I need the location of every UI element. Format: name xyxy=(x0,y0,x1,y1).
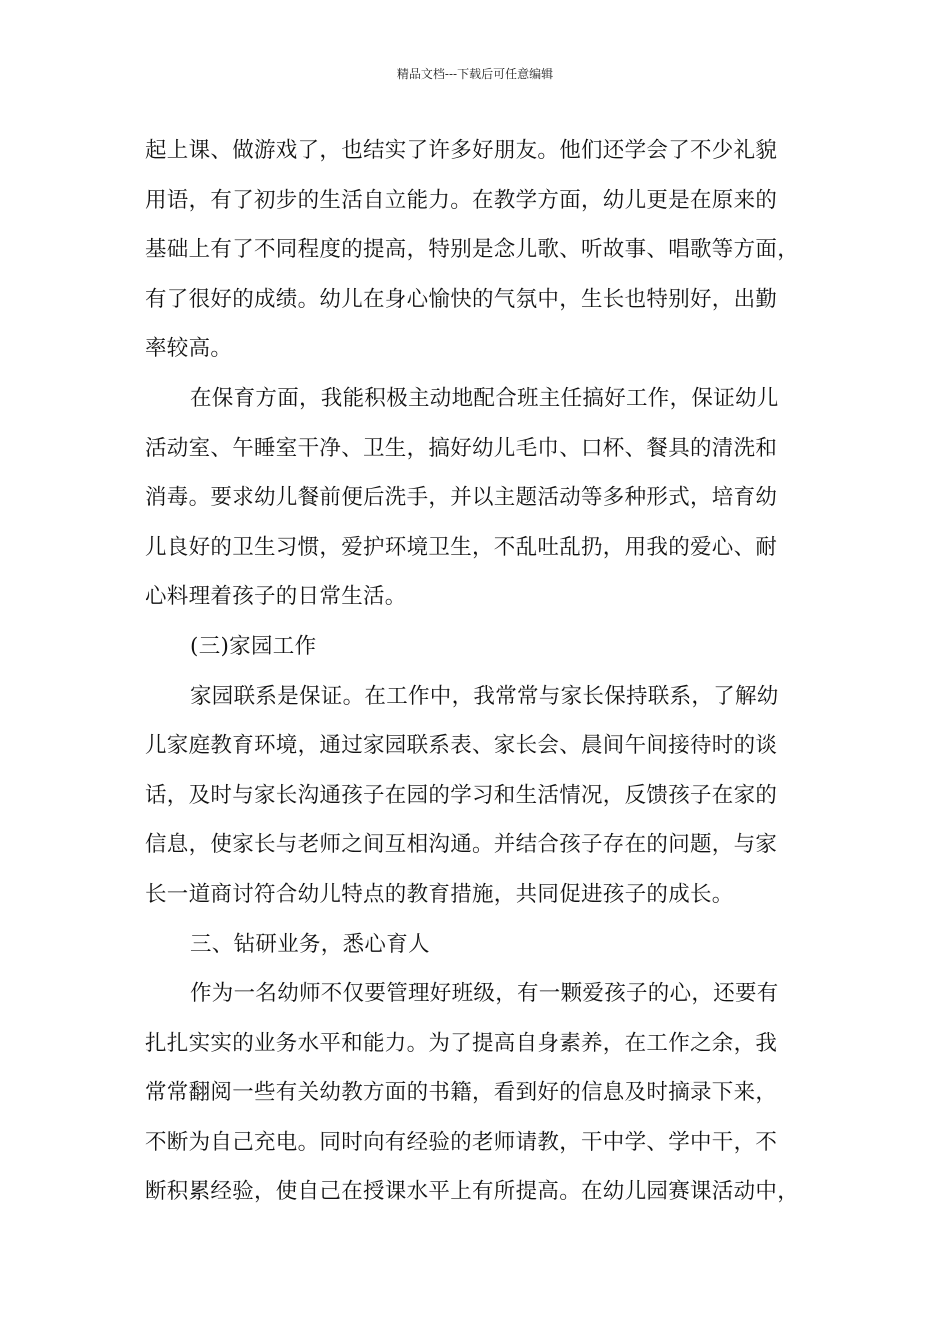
body-line-9: 儿良好的卫生习惯，爱护环境卫生，不乱吐乱扔，用我的爱心、耐 xyxy=(145,534,778,560)
section-heading-professional: 三、钻研业务，悉心育人 xyxy=(190,931,430,957)
body-line-20: 常常翻阅一些有关幼教方面的书籍，看到好的信息及时摘录下来， xyxy=(145,1080,778,1106)
body-line-2: 用语，有了初步的生活自立能力。在教学方面，幼儿更是在原来的 xyxy=(145,187,778,213)
body-line-6: 在保育方面，我能积极主动地配合班主任搞好工作，保证幼儿 xyxy=(190,385,779,411)
body-line-15: 信息，使家长与老师之间互相沟通。并结合孩子存在的问题，与家 xyxy=(145,832,778,858)
body-line-3: 基础上有了不同程度的提高，特别是念儿歌、听故事、唱歌等方面， xyxy=(145,237,800,263)
body-line-13: 儿家庭教育环境，通过家园联系表、家长会、晨间午间接待时的谈 xyxy=(145,733,778,759)
document-body xyxy=(145,131,825,1222)
body-line-4: 有了很好的成绩。幼儿在身心愉快的气氛中，生长也特别好，出勤 xyxy=(145,286,778,312)
section-heading-home-school: (三)家园工作 xyxy=(190,633,317,659)
body-line-16: 长一道商讨符合幼儿特点的教育措施，共同促进孩子的成长。 xyxy=(145,881,734,907)
body-line-8: 消毒。要求幼儿餐前便后洗手，并以主题活动等多种形式，培育幼 xyxy=(145,485,778,511)
body-line-18: 作为一名幼师不仅要管理好班级，有一颗爱孩子的心，还要有 xyxy=(190,981,779,1007)
body-line-7: 活动室、午睡室干净、卫生，搞好幼儿毛巾、口杯、餐具的清洗和 xyxy=(145,435,778,461)
body-line-10: 心料理着孩子的日常生活。 xyxy=(145,584,407,610)
body-line-22: 断积累经验，使自己在授课水平上有所提高。在幼儿园赛课活动中， xyxy=(145,1179,800,1205)
page-header: 精品文档---下载后可任意编辑 xyxy=(396,67,554,81)
body-line-5: 率较高。 xyxy=(145,336,233,362)
body-line-21: 不断为自己充电。同时向有经验的老师请教，干中学、学中干，不 xyxy=(145,1129,778,1155)
body-line-14: 话，及时与家长沟通孩子在园的学习和生活情况，反馈孩子在家的 xyxy=(145,782,778,808)
body-line-1: 起上课、做游戏了，也结实了许多好朋友。他们还学会了不少礼貌 xyxy=(145,138,778,163)
body-line-19: 扎扎实实的业务水平和能力。为了提高自身素养，在工作之余，我 xyxy=(145,1030,778,1056)
body-line-12: 家园联系是保证。在工作中，我常常与家长保持联系，了解幼 xyxy=(190,683,779,709)
